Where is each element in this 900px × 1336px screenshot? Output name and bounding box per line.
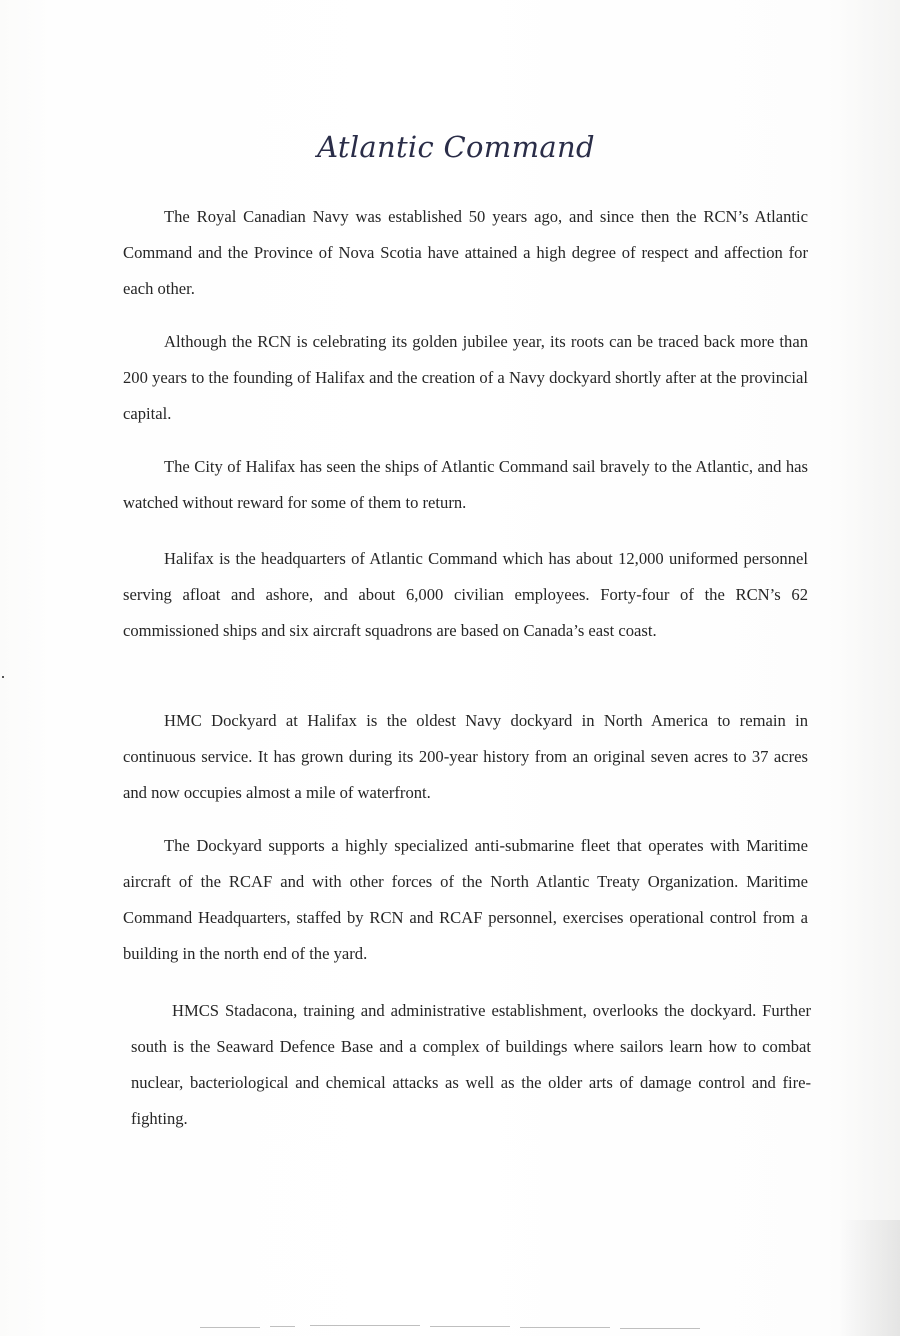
paragraph-roots-history: Although the RCN is celebrating its golden jubilee year, its roots can be traced back more than 200 years to the founding of Halifax and the creation of a Navy dockyard shortly after at the provincial capital. — [123, 332, 808, 423]
scan-artifact — [620, 1328, 700, 1329]
paragraph-hmc-dockyard: HMC Dockyard at Halifax is the oldest Navy dockyard in North America to remain in continuous service. It has grown during its 200-year history from an original seven acres to 37 acres and now occupies almost a mile of waterfront. — [123, 711, 808, 802]
scan-artifact — [430, 1326, 510, 1327]
scan-speck — [2, 676, 4, 678]
scan-artifact — [270, 1326, 295, 1327]
paragraph-hmcs-stadacona: HMCS Stadacona, training and administrative establishment, overlooks the dockyard. Further south is the Seaward Defence Base and a complex of buildings where sailors learn how to combat nuclear, bacteriological and chemical attacks as well as the older arts of damage control and fire-fighting. — [131, 1001, 811, 1128]
paragraph-anti-submarine-fleet: The Dockyard supports a highly specialized anti-submarine fleet that operates with Maritime aircraft of the RCAF and with other forces of the North Atlantic Treaty Organization. Maritime Command Headquarters, staffed by RCN and RCAF personnel, exercises operational control from a building in the north end of the yard. — [123, 836, 808, 963]
scan-artifact — [310, 1325, 420, 1326]
scan-artifact — [200, 1327, 260, 1328]
scan-bottom-edge — [0, 1306, 900, 1336]
paragraph-headquarters: Halifax is the headquarters of Atlantic Command which has about 12,000 uniformed personnel serving afloat and ashore, and about 6,000 civilian employees. Forty-four of the RCN’s 62 commissioned ships and six aircraft squadrons are based on Canada’s east coast. — [123, 549, 808, 640]
page-title: Atlantic Command — [317, 130, 595, 164]
paragraph-rcn-established: The Royal Canadian Navy was established 50 years ago, and since then the RCN’s Atlantic Command and the Province of Nova Scotia have attained a high degree of respect and affection for each other. — [123, 207, 808, 298]
scan-artifact — [520, 1327, 610, 1328]
paragraph-city-of-halifax: The City of Halifax has seen the ships of Atlantic Command sail bravely to the Atlantic, and has watched without reward for some of them to return. — [123, 457, 808, 512]
